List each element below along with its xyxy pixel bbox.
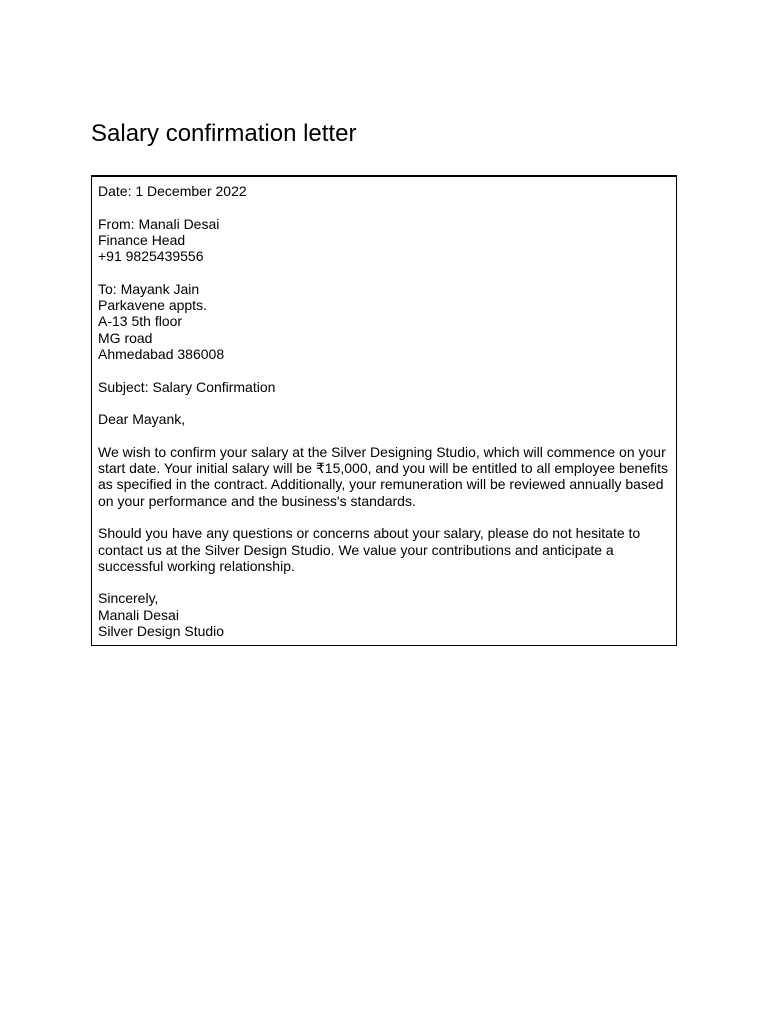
closing-block [98, 590, 670, 639]
recipient-name-line: To: Mayank Jain [98, 280, 200, 297]
signature-company-line: Silver Design Studio [98, 623, 225, 640]
paragraph-1-line-4: on your performance and the business's standards. [98, 492, 416, 509]
recipient-address-line-3: MG road [98, 329, 153, 346]
salutation-line: Dear Mayank, [98, 411, 186, 428]
sender-phone-line: +91 9825439556 [98, 248, 204, 265]
signature-name-line: Manali Desai [98, 606, 179, 623]
letter-box [91, 175, 677, 646]
sender-title-line: Finance Head [98, 231, 186, 248]
recipient-address-line-2: A-13 5th floor [98, 313, 183, 330]
paragraph-1-line-2: start date. Your initial salary will be ₹15,000, and you will be entitled to all employee benefits [98, 460, 669, 477]
paragraph-2-line-1: Should you have any questions or concerns about your salary, please do not hesitate to [98, 525, 641, 542]
date-line: Date: 1 December 2022 [98, 183, 247, 199]
page-title: Salary confirmation letter [91, 120, 357, 147]
subject-block [98, 379, 670, 395]
sender-block [98, 216, 670, 265]
salutation-block [98, 411, 670, 427]
letter-content [98, 183, 670, 639]
paragraph-2-line-3: successful working relationship. [98, 557, 295, 574]
subject-line: Subject: Salary Confirmation [98, 378, 276, 395]
closing-line: Sincerely, [98, 590, 159, 607]
body-paragraph-1 [98, 444, 670, 509]
paragraph-1-line-3: as specified in the contract. Additionally, your remuneration will be reviewed annually based [98, 476, 664, 493]
recipient-address-line-4: Ahmedabad 386008 [98, 345, 225, 362]
paragraph-1-line-1: We wish to confirm your salary at the Silver Designing Studio, which will commence on your [98, 443, 666, 460]
sender-name-line: From: Manali Desai [98, 215, 220, 232]
recipient-address-line-1: Parkavene appts. [98, 297, 207, 314]
date-block [98, 183, 670, 199]
paragraph-2-line-2: contact us at the Silver Design Studio. We value your contributions and anticipate a [98, 541, 614, 558]
recipient-block [98, 281, 670, 362]
body-paragraph-2 [98, 525, 670, 574]
